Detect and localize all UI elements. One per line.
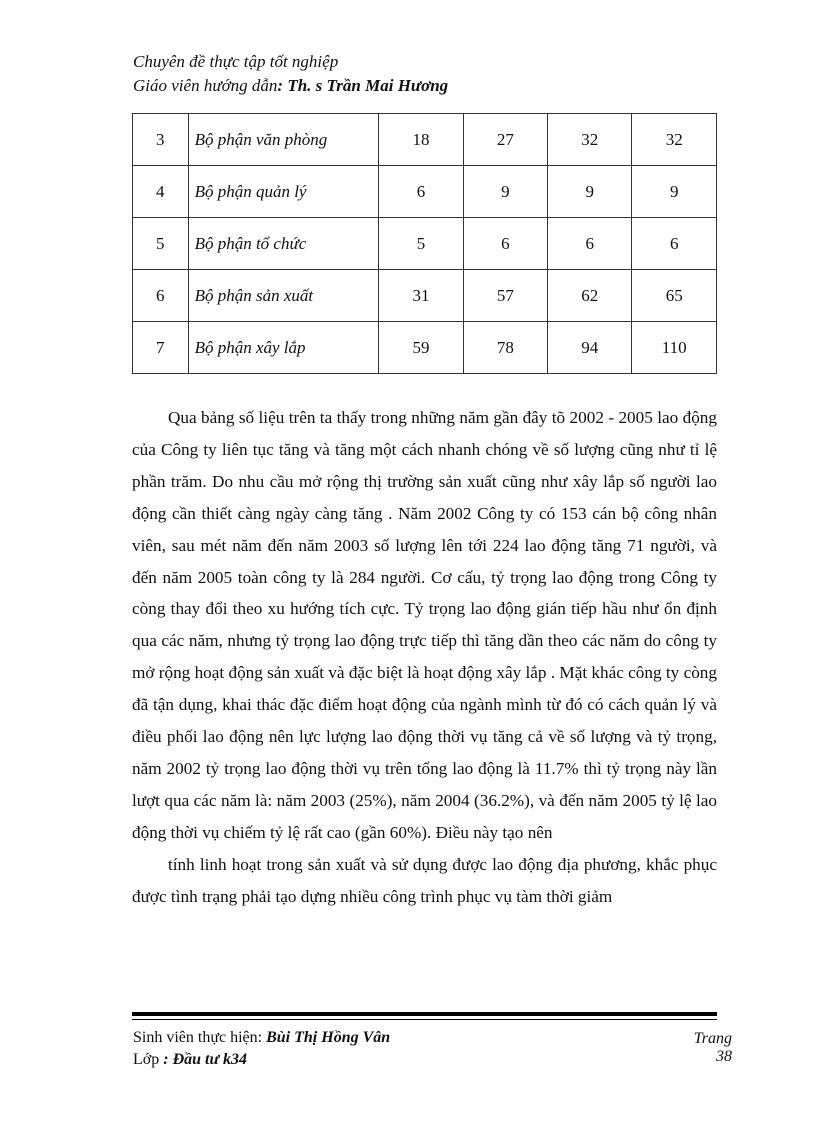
value-cell: 32 [548, 114, 632, 166]
page-indicator [680, 1030, 732, 1066]
value-cell: 59 [379, 322, 463, 374]
value-cell: 9 [463, 166, 547, 218]
table-row [133, 322, 717, 374]
staff-table [132, 113, 717, 374]
value-cell: 6 [548, 218, 632, 270]
value-cell: 9 [548, 166, 632, 218]
student-line [133, 1027, 733, 1049]
value-cell: 94 [548, 322, 632, 374]
student-name: Bùi Thị Hồng Vân [266, 1029, 391, 1046]
table-row [133, 218, 717, 270]
advisor-name: : Th. s Trần Mai Hương [277, 76, 449, 95]
paragraph-analysis: Qua bảng số liệu trên ta thấy trong những năm gần đây tõ 2002 - 2005 lao động của Công ty liên tục tăng và tăng một cách nhanh chóng về số lượng cũng như tỉ lệ phần trăm. Do nhu cầu mở rộng thị trường sản xuất cũng như xây lắp số người lao động cần thiết càng ngày càng tăng . Năm 2002 Công ty có 153 cán bộ công nhân viên, sau mét năm đến năm 2003 số lượng lên tới 224 lao động tăng 71 người, và đến năm 2005 toàn công ty là 284 người. Cơ cấu, tỷ trọng lao động trong Công ty còng thay đổi theo xu hướng tích cực. Tỷ trọng lao động gián tiếp hầu như ổn định qua các năm, nhưng tỷ trọng lao động trực tiếp thì tăng dần theo các năm do công ty mở rộng hoạt động sản xuất và đặc biệt là hoạt động xây lắp . Mặt khác công ty còng đã tận dụng, khai thác đặc điểm hoạt động của ngành mình từ đó có cách quản lý và điều phối lao động nên lực lượng lao động thời vụ tăng cả về số lượng và tỷ trọng, năm 2002 tỷ trọng lao động thời vụ trên tổng lao động là 11.7% thì tỷ trọng này lần lượt qua các năm là: năm 2003 (25%), năm 2004 (36.2%), và đến năm 2005 tỷ lệ lao động thời vụ chiếm tỷ lệ rất cao (gần 60%). Điều này tạo nên [132, 408, 717, 842]
footer-divider [132, 1012, 717, 1023]
value-cell: 27 [463, 114, 547, 166]
table-row [133, 270, 717, 322]
value-cell: 18 [379, 114, 463, 166]
table-row [133, 166, 717, 218]
page-label: Trang [693, 1030, 732, 1047]
page-header [133, 50, 733, 98]
row-number: 4 [133, 166, 189, 218]
row-number: 6 [133, 270, 189, 322]
department-name: Bộ phận sản xuất [188, 270, 379, 322]
value-cell: 32 [632, 114, 717, 166]
page-number: 38 [716, 1048, 732, 1065]
table-row [133, 114, 717, 166]
row-number: 7 [133, 322, 189, 374]
value-cell: 65 [632, 270, 717, 322]
value-cell: 57 [463, 270, 547, 322]
report-topic: Chuyên đề thực tập tốt nghiệp [133, 52, 339, 71]
value-cell: 110 [632, 322, 717, 374]
department-name: Bộ phận quản lý [188, 166, 379, 218]
department-name: Bộ phận tổ chức [188, 218, 379, 270]
class-label: Lớp [133, 1051, 160, 1068]
class-name: : Đầu tư k34 [163, 1051, 248, 1068]
advisor-line [133, 74, 733, 98]
row-number: 5 [133, 218, 189, 270]
class-line [133, 1049, 733, 1071]
value-cell: 5 [379, 218, 463, 270]
value-cell: 6 [463, 218, 547, 270]
page-footer [133, 1027, 733, 1071]
row-number: 3 [133, 114, 189, 166]
value-cell: 6 [632, 218, 717, 270]
value-cell: 31 [379, 270, 463, 322]
advisor-label: Giáo viên hướng dẫn [133, 76, 278, 95]
student-label: Sinh viên thực hiện: [133, 1029, 263, 1046]
value-cell: 62 [548, 270, 632, 322]
paragraph-continuation: tính linh hoạt trong sản xuất và sử dụng được lao động địa phương, khắc phục được tình trạng phải tạo dựng nhiều công trình phục vụ tàm thời giảm [132, 854, 717, 906]
department-name: Bộ phận xây lắp [188, 322, 379, 374]
value-cell: 6 [379, 166, 463, 218]
body-text [132, 402, 717, 913]
value-cell: 9 [632, 166, 717, 218]
value-cell: 78 [463, 322, 547, 374]
department-name: Bộ phận văn phòng [188, 114, 379, 166]
